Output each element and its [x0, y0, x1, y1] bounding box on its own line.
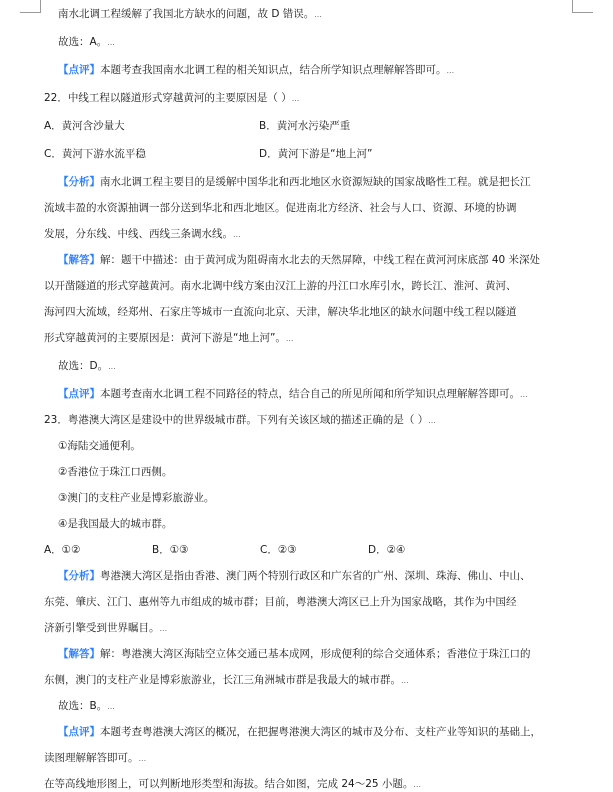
- q23-analysis-line: 济新引擎受到世界瞩目。...: [44, 622, 168, 634]
- crop-mark-right: [572, 0, 593, 13]
- q23-option-b: B．①③: [152, 544, 189, 556]
- q22-option-a: A．黄河含沙量大: [44, 120, 125, 132]
- q23-option-d: D．②④: [368, 544, 406, 556]
- q23-analysis: 【分析】粤港澳大湾区是指由香港、澳门两个特别行政区和广东省的广州、深圳、珠海、佛山、中山、: [58, 570, 531, 582]
- q23-statement-1: ①海陆交通便利。: [58, 440, 141, 452]
- q22-options-row-2: [44, 146, 574, 162]
- q22-stem: 22．中线工程以隧道形式穿越黄河的主要原因是（ ）...: [44, 92, 300, 104]
- previous-explanation-end: 南水北调工程缓解了我国北方缺水的问题，故 D 错误。...: [58, 8, 322, 20]
- q23-analysis-line: 东莞、肇庆、江门、惠州等九市组成的城市群；目前，粤港澳大湾区已上升为国家战略，其作为中国经: [44, 596, 517, 608]
- q22-analysis: 【分析】南水北调工程主要目的是缓解中国华北和西北地区水资源短缺的国家战略性工程。就是把长江: [58, 176, 531, 188]
- q22-answer: 故选：D。...: [58, 360, 116, 372]
- previous-comment: 【点评】本题考查我国南水北调工程的相关知识点，结合所学知识点理解解答即可。...: [58, 64, 455, 76]
- q23-comment: 【点评】本题考查粤港澳大湾区的概况，在把握粤港澳大湾区的城市及分布、支柱产业等知识的基础上，: [58, 726, 541, 738]
- q23-stem: 23．粤港澳大湾区是建设中的世界级城市群。下列有关该区域的描述正确的是（ ）...: [44, 414, 436, 426]
- q23-answer: 故选：B。...: [58, 700, 115, 712]
- q22-analysis-line: 发展，分东线、中线、西线三条调水线。...: [44, 228, 241, 240]
- q22-solution-line: 以开凿隧道的形式穿越黄河。南水北调中线方案由汉江上游的丹江口水库引水，跨长江、淮河、黄河、: [44, 280, 517, 292]
- q22-options-row-1: [44, 118, 574, 134]
- document-page: [44, 6, 574, 792]
- q22-solution-line: 形式穿越黄河的主要原因是：黄河下游是“地上河”。...: [44, 332, 294, 344]
- section-instruction: 在等高线地形图上，可以判断地形类型和海拔。结合如图，完成 24～25 小题。...: [44, 778, 422, 790]
- q22-option-d: D．黄河下游是“地上河”: [259, 148, 373, 160]
- q23-solution: 【解答】解：粤港澳大湾区海陆空立体交通已基本成网，形成便利的综合交通体系；香港位于珠江口的: [58, 648, 531, 660]
- q22-solution-line: 海河四大流域，经郑州、石家庄等城市一直流向北京、天津，解决华北地区的缺水问题中线工程以隧道: [44, 306, 517, 318]
- q23-statement-3: ③澳门的支柱产业是博彩旅游业。: [58, 492, 215, 504]
- q23-statement-2: ②香港位于珠江口西侧。: [58, 466, 173, 478]
- q22-option-b: B．黄河水污染严重: [259, 120, 351, 132]
- q23-option-a: A．①②: [44, 544, 81, 556]
- q23-option-c: C．②③: [260, 544, 297, 556]
- q22-comment: 【点评】本题考查南水北调工程不同路径的特点，结合自己的所见所闻和所学知识点理解解答即可。...: [58, 388, 528, 400]
- q23-solution-line: 东侧，澳门的支柱产业是博彩旅游业，长江三角洲城市群是我最大的城市群。...: [44, 674, 409, 686]
- crop-mark-left: [20, 0, 41, 13]
- q22-option-c: C．黄河下游水流平稳: [44, 148, 146, 160]
- previous-answer: 故选：A。...: [58, 36, 115, 48]
- q22-analysis-line: 流域丰盈的水资源抽调一部分送到华北和西北地区。促进南北方经济、社会与人口、资源、环境的协调: [44, 202, 517, 214]
- q22-solution: 【解答】解：题干中描述：由于黄河成为阻碍南水北去的天然屏障，中线工程在黄河河床底部 40 米深处: [58, 254, 541, 266]
- q23-statement-4: ④是我国最大的城市群。: [58, 518, 173, 530]
- q23-comment-line: 读图理解解答即可。...: [44, 752, 147, 764]
- q23-options-row: [44, 542, 574, 558]
